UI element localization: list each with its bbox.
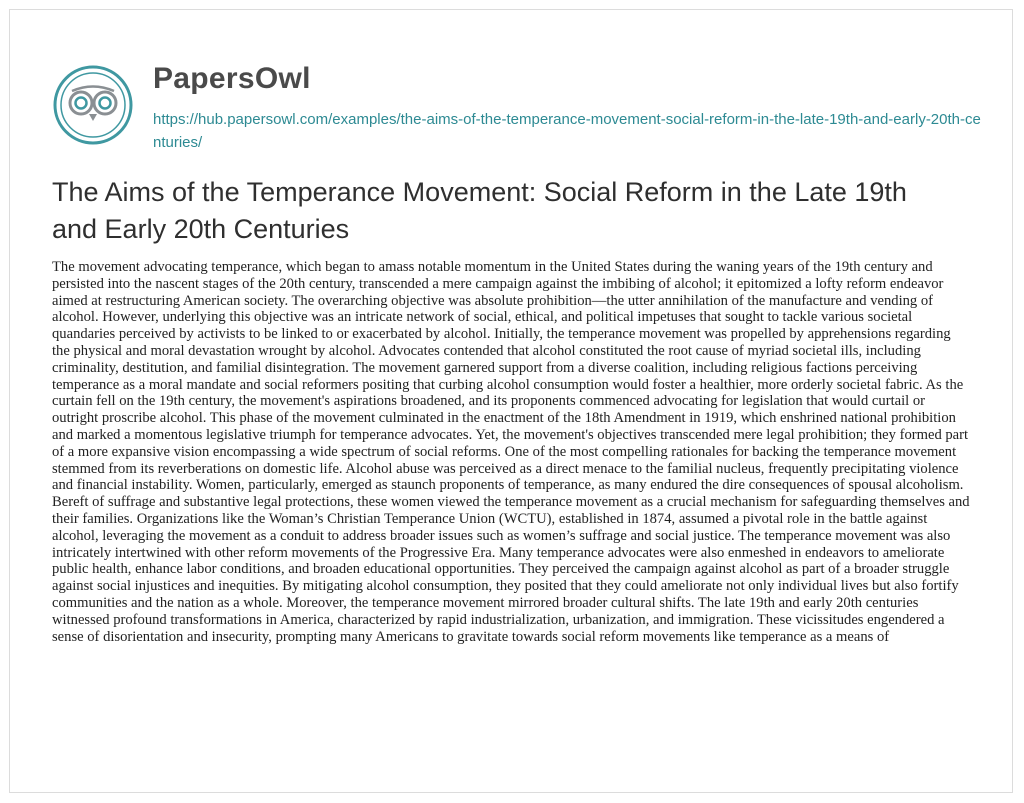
owl-logo-icon	[52, 64, 134, 146]
site-header	[52, 60, 982, 160]
essay-title: The Aims of the Temperance Movement: Social Reform in the Late 19th and Early 20th Centuries	[52, 177, 907, 244]
essay-body: The movement advocating temperance, which began to amass notable momentum in the United States during the waning years of the 19th century and persisted into the nascent stages of the 20th century, transcended a mere campaign against the imbibing of alcohol; it epitomized a lofty reform endeavor aimed at restructuring American society. The overarching objective was absolute prohibition—the utter annihilation of the manufacture and vending of alcohol. However, underlying this objective was an intricate network of social, ethical, and political impetuses that sought to tackle various societal quandaries perceived by activists to be linked to or exacerbated by alcohol. Initially, the temperance movement was propelled by apprehensions regarding the physical and moral devastation wrought by alcohol. Advocates contended that alcohol constituted the root cause of myriad societal ills, including criminality, destitution, and familial disintegration. The movement garnered support from a diverse coalition, including religious factions perceiving temperance as a moral mandate and social reformers positing that curbing alcohol consumption would foster a healthier, more orderly societal fabric. As the curtain fell on the 19th century, the movement's aspirations broadened, and its proponents commenced advocating for legislation that would curtail or outright proscribe alcohol. This phase of the movement culminated in the enactment of the 18th Amendment in 1919, which enshrined national prohibition and marked a momentous legislative triumph for temperance advocates. Yet, the movement's objectives transcended mere legal prohibition; they formed part of a more expansive vision encompassing a wide spectrum of social reforms. One of the most compelling rationales for backing the temperance movement stemmed from its reverberations on domestic life. Alcohol abuse was perceived as a direct menace to the familial nucleus, frequently precipitating violence and financial instability. Women, particularly, emerged as staunch proponents of temperance, as many endured the dire consequences of spousal alcoholism. Bereft of suffrage and substantive legal protections, these women viewed the temperance movement as a crucial mechanism for safeguarding themselves and their families. Organizations like the Woman’s Christian Temperance Union (WCTU), established in 1874, assumed a pivotal role in the battle against alcohol, leveraging the movement as a conduit to address broader issues such as women’s suffrage and social justice. The temperance movement was also intricately intertwined with other reform movements of the Progressive Era. Many temperance advocates were also enmeshed in endeavors to ameliorate public health, enhance labor conditions, and broaden educational opportunities. They perceived the campaign against alcohol as part of a broader struggle against social injustices and inequities. By mitigating alcohol consumption, they posited that they could ameliorate not only individual lives but also fortify communities and the nation as a whole. Moreover, the temperance movement mirrored broader cultural shifts. The late 19th and early 20th centuries witnessed profound transformations in America, characterized by rapid industrialization, urbanization, and immigration. These vicissitudes engendered a sense of disorientation and insecurity, prompting many Americans to gravitate towards social reform movements like temperance as a means of	[52, 259, 970, 645]
brand-name: PapersOwl	[153, 62, 311, 95]
source-url-link[interactable]: https://hub.papersowl.com/examples/the-aims-of-the-temperance-movement-social-reform-in-the-late-19th-and-early-20th-centuries/	[153, 111, 981, 151]
